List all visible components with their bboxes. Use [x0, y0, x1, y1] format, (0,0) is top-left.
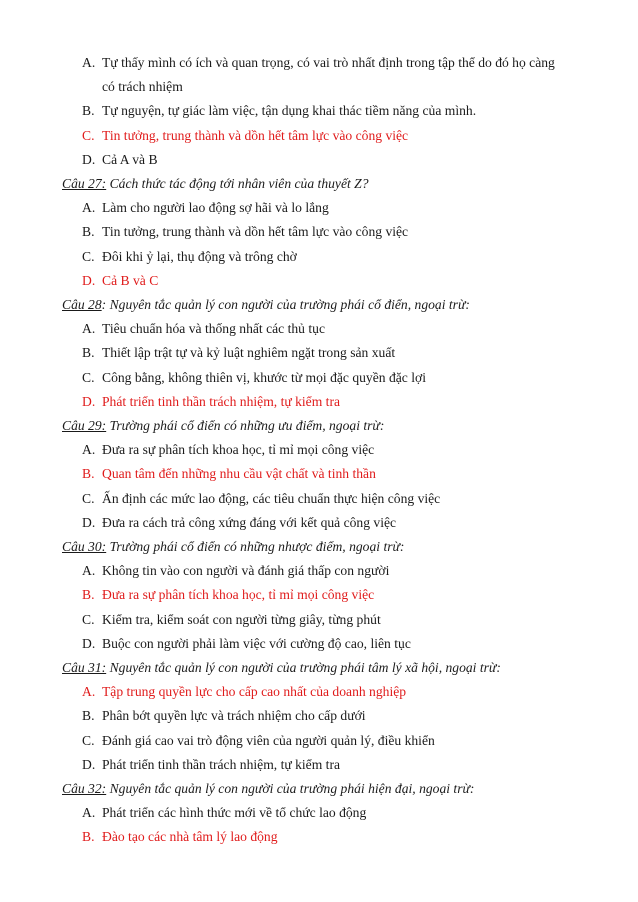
option-letter: A.: [82, 684, 96, 700]
question-text: Trường phái cổ điển có những nhược điểm, ngoại trừ:: [106, 539, 405, 554]
option-text: Ấn định các mức lao động, các tiêu chuẩn thực hiện công việc: [102, 490, 441, 506]
option-text: Cả B và C: [102, 272, 159, 288]
option-text: Kiểm tra, kiểm soát con người từng giây, từng phút: [102, 611, 381, 627]
question-heading: [62, 417, 384, 435]
question-number: Câu 28: [62, 297, 102, 312]
option-letter: C.: [82, 127, 95, 143]
question-heading: [62, 175, 369, 193]
option-text: Tiêu chuẩn hóa và thống nhất các thủ tục: [102, 321, 325, 337]
option-text: Công bằng, không thiên vị, khước từ mọi đặc quyền đặc lợi: [102, 369, 426, 385]
question-text: Cách thức tác động tới nhân viên của thuyết Z?: [106, 176, 369, 191]
option-letter: C.: [82, 732, 95, 748]
option-text: Đào tạo các nhà tâm lý lao động: [102, 829, 278, 845]
option-text: Phát triển tinh thần trách nhiệm, tự kiểm tra: [102, 393, 341, 409]
option-text: Tập trung quyền lực cho cấp cao nhất của doanh nghiệp: [102, 684, 407, 700]
option-text: Đưa ra sự phân tích khoa học, tỉ mỉ mọi công việc: [102, 442, 375, 458]
option-text: Làm cho người lao động sợ hãi và lo lắng: [102, 200, 329, 216]
question-number: Câu 30:: [62, 539, 107, 554]
question-number: Câu 29:: [62, 418, 107, 433]
option-text: Phát triển các hình thức mới về tổ chức lao động: [102, 805, 367, 821]
question-heading: [62, 659, 501, 677]
option-letter: A.: [82, 805, 96, 821]
option-letter: B.: [82, 829, 95, 845]
option-text: Phát triển tinh thần trách nhiệm, tự kiểm tra: [102, 756, 341, 772]
option-letter: C.: [82, 369, 95, 385]
option-text: Phân bớt quyền lực và trách nhiệm cho cấp dưới: [102, 708, 366, 724]
question-text: Nguyên tắc quản lý con người của trường phái tâm lý xã hội, ngoại trừ:: [106, 660, 501, 675]
question-heading: [62, 780, 474, 798]
option-letter: B.: [82, 224, 95, 240]
option-text: có trách nhiệm: [102, 79, 183, 95]
option-text: Đánh giá cao vai trò động viên của người quản lý, điều khiển: [102, 732, 435, 748]
option-letter: A.: [82, 200, 96, 216]
option-letter: B.: [82, 466, 95, 482]
question-text: Trường phái cổ điển có những ưu điểm, ngoại trừ:: [106, 418, 385, 433]
option-text: Cả A và B: [102, 151, 158, 167]
question-text: : Nguyên tắc quản lý con người của trường phái cổ điển, ngoại trừ:: [101, 297, 470, 312]
option-text: Đôi khi ỷ lại, thụ động và trông chờ: [102, 248, 297, 264]
option-letter: B.: [82, 587, 95, 603]
question-number: Câu 31:: [62, 660, 107, 675]
option-text: Thiết lập trật tự và kỷ luật nghiêm ngặt trong sản xuất: [102, 345, 396, 361]
option-letter: D.: [82, 272, 96, 288]
option-letter: A.: [82, 442, 96, 458]
option-text: Tin tưởng, trung thành và dồn hết tâm lực vào công việc: [102, 127, 409, 143]
option-text: Tự nguyện, tự giác làm việc, tận dụng khai thác tiềm năng của mình.: [102, 103, 477, 119]
option-letter: D.: [82, 756, 96, 772]
option-letter: A.: [82, 321, 96, 337]
option-letter: C.: [82, 248, 95, 264]
option-letter: D.: [82, 151, 96, 167]
option-letter: D.: [82, 514, 96, 530]
option-text: Tin tưởng, trung thành và dồn hết tâm lực vào công việc: [102, 224, 409, 240]
option-text: Đưa ra cách trả công xứng đáng với kết quả công việc: [102, 514, 397, 530]
question-heading: [62, 296, 470, 314]
question-text: Nguyên tắc quản lý con người của trường phái hiện đại, ngoại trừ:: [106, 781, 475, 796]
option-text: Buộc con người phải làm việc với cường độ cao, liên tục: [102, 635, 411, 651]
option-letter: B.: [82, 103, 95, 119]
option-text: Không tin vào con người và đánh giá thấp con người: [102, 563, 390, 579]
option-text: Tự thấy mình có ích và quan trọng, có vai trò nhất định trong tập thể do đó họ càng: [102, 55, 555, 70]
option-letter: A.: [82, 55, 96, 70]
question-number: Câu 32:: [62, 781, 107, 796]
option-letter: D.: [82, 393, 96, 409]
option-text: Đưa ra sự phân tích khoa học, tỉ mỉ mọi công việc: [102, 587, 375, 603]
question-heading: [62, 538, 404, 556]
option-letter: A.: [82, 563, 96, 579]
option-text: Quan tâm đến những nhu cầu vật chất và tinh thần: [102, 466, 376, 482]
option-letter: C.: [82, 611, 95, 627]
question-number: Câu 27:: [62, 176, 107, 191]
option-letter: D.: [82, 635, 96, 651]
option-letter: C.: [82, 490, 95, 506]
option-letter: B.: [82, 345, 95, 361]
option-letter: B.: [82, 708, 95, 724]
